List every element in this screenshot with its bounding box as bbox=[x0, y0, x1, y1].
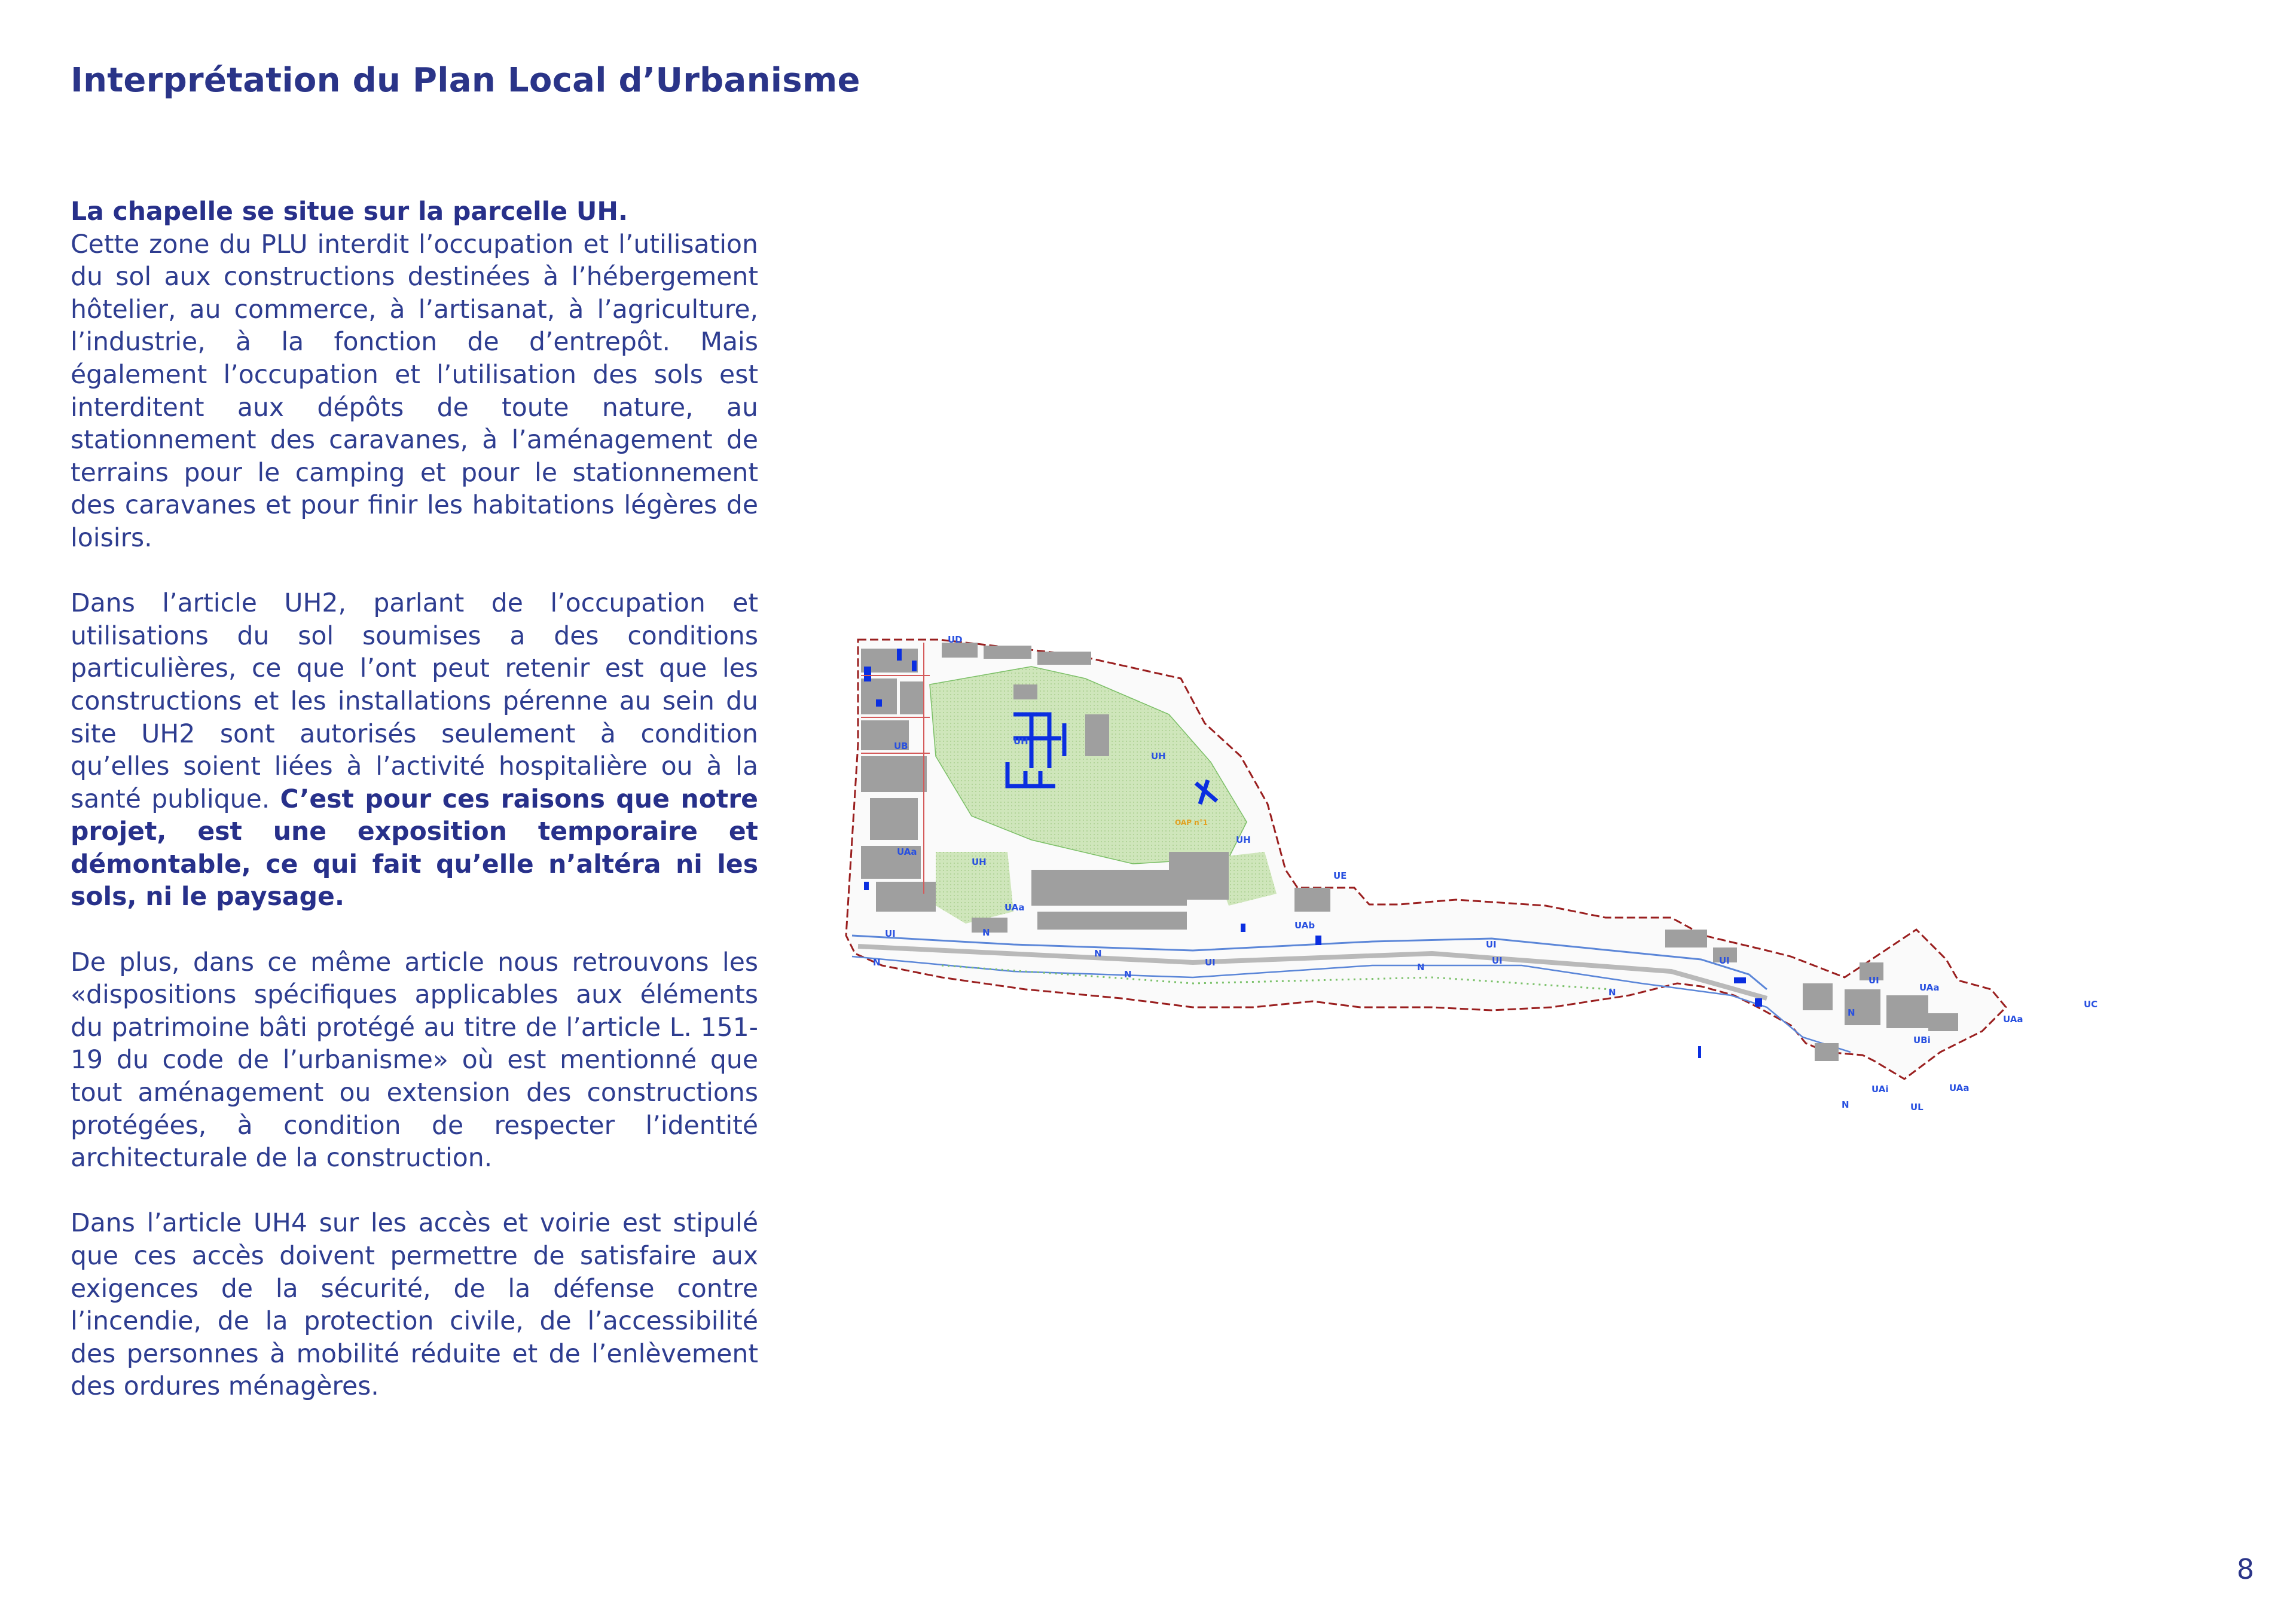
zone-label-uh-2: UH bbox=[1151, 751, 1166, 762]
zone-label-uab: UAb bbox=[1294, 920, 1315, 931]
zone-label-n-8: N bbox=[1842, 1099, 1849, 1110]
paragraph-2 bbox=[71, 588, 758, 914]
zone-label-ub: UB bbox=[894, 741, 908, 751]
zone-label-uh-3: UH bbox=[972, 857, 987, 867]
page-number: 8 bbox=[2236, 1553, 2254, 1585]
paragraph-3-body: De plus, dans ce même article nous retrouvons les «dispositions spécifiques applicables aux éléments du patrimoine bâti protégé au titre de l’article L. 151-19 du code de l’urbanisme» où est mentionné que tout aménagement ou extension des constructions protégées, à condition de respecter l’identité architecturale de la construction. bbox=[71, 947, 758, 1173]
zone-label-n-3: N bbox=[1094, 948, 1102, 959]
zone-label-uaa-3: UAa bbox=[2003, 1014, 2023, 1025]
page-title: Interprétation du Plan Local d’Urbanisme bbox=[71, 61, 860, 100]
zone-label-ubi: UBi bbox=[1913, 1035, 1931, 1046]
lead-sentence: La chapelle se situe sur la parcelle UH. bbox=[71, 197, 628, 227]
zone-label-n-6: N bbox=[1608, 987, 1616, 998]
zone-label-n-4: N bbox=[1124, 969, 1132, 980]
zone-label-n-2: N bbox=[873, 957, 881, 968]
paragraph-1 bbox=[71, 196, 758, 555]
paragraph-4 bbox=[71, 1208, 758, 1404]
zone-label-ui-6: UI bbox=[1868, 975, 1879, 986]
zone-label-uaa-2: UAa bbox=[1004, 902, 1025, 913]
zone-label-ue: UE bbox=[1333, 870, 1347, 881]
oap-annotation: OAP n°1 bbox=[1175, 818, 1208, 827]
zone-label-uc: UC bbox=[2084, 999, 2098, 1010]
zone-label-ul: UL bbox=[1910, 1102, 1923, 1112]
zone-label-n-1: N bbox=[982, 927, 990, 938]
paragraph-2-body: Dans l’article UH2, parlant de l’occupation et utilisations du sol soumises a des conditions particulières, ce que l’ont peut retenir est que les constructions et les installations pérenne au sein du site UH2 sont autorisés seulement à condition qu’elles soient liées à l’activité hospitalière ou à la santé publique. bbox=[71, 589, 758, 814]
zone-label-uaa-1: UAa bbox=[897, 846, 917, 857]
zone-label-uai: UAi bbox=[1871, 1084, 1889, 1095]
zone-label-n-5: N bbox=[1417, 962, 1425, 973]
zone-label-ud: UD bbox=[948, 634, 963, 645]
zone-label-uaa-4: UAa bbox=[1919, 982, 1940, 993]
zone-label-uh-4: UH bbox=[1236, 835, 1251, 845]
zone-label-ui-5: UI bbox=[1719, 955, 1730, 966]
zone-label-ui-1: UI bbox=[885, 928, 896, 939]
zone-label-ui-4: UI bbox=[1492, 955, 1503, 966]
zone-label-ui-2: UI bbox=[1205, 957, 1216, 968]
zone-label-n-7: N bbox=[1848, 1007, 1855, 1018]
body-text bbox=[71, 196, 758, 1436]
paragraph-3 bbox=[71, 947, 758, 1175]
zoning-map-svg bbox=[834, 625, 2239, 1193]
zone-label-uaa-5: UAa bbox=[1949, 1083, 1970, 1093]
paragraph-2-emphasis: C’est pour ces raisons que notre projet, est une exposition temporaire et démontable, ce qui fait qu’elle n’altéra ni les sols, ni le paysage. bbox=[71, 784, 758, 912]
zone-label-uh-1: UH bbox=[1013, 736, 1028, 747]
plu-zoning-map bbox=[834, 625, 2239, 1193]
paragraph-1-body: Cette zone du PLU interdit l’occupation et l’utilisation du sol aux constructions destinées à l’hébergement hôtelier, au commerce, à l’artisanat, à l’agriculture, l’industrie, à la fonction de d’entrepôt. Mais également l’occupation et l’utilisation des sols est interditent aux dépôts de toute nature, au stationnement des caravanes, à l’aménagement de terrains pour le camping et pour le stationnement des caravanes et pour finir les habitations légères de loisirs. bbox=[71, 230, 758, 553]
zone-label-ui-3: UI bbox=[1486, 939, 1497, 950]
paragraph-4-body: Dans l’article UH4 sur les accès et voirie est stipulé que ces accès doivent permettre de satisfaire aux exigences de la sécurité, de la défense contre l’incendie, de la protection civile, de l’accessibilité des personnes à mobilité réduite et de l’enlèvement des ordures ménagères. bbox=[71, 1209, 758, 1402]
